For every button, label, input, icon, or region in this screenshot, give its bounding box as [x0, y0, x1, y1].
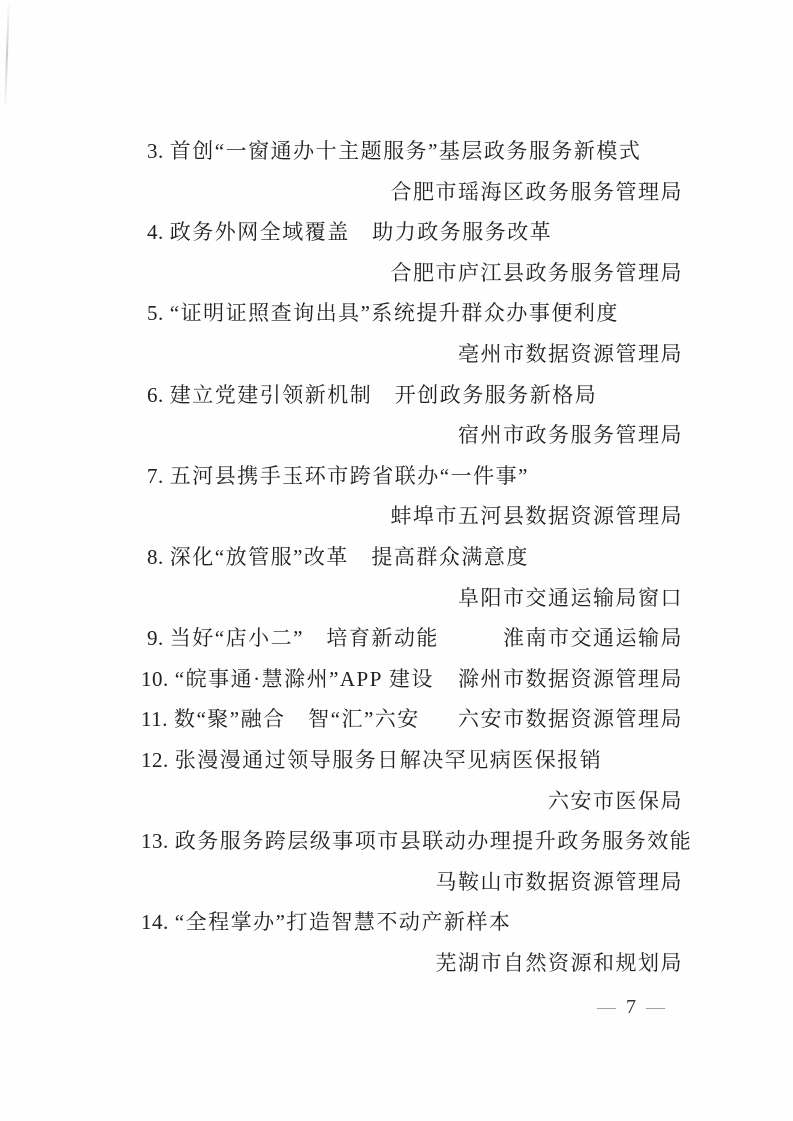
list-item: [0, 699, 793, 740]
entry-title-line: [0, 375, 793, 416]
entry-org-line: [0, 172, 793, 213]
entry-org: 宿州市政务服务管理局: [458, 423, 683, 448]
entry-org: 合肥市庐江县政务服务管理局: [390, 260, 683, 285]
entry-number: 3.: [147, 139, 164, 163]
entry-title: 政务服务跨层级事项市县联动办理提升政务服务效能: [174, 829, 693, 854]
entry-org-line: [0, 334, 793, 375]
entry-number: 9.: [147, 626, 164, 651]
entry-number: 14.: [141, 910, 169, 935]
entry-title-line: [0, 659, 793, 700]
page-number-left-dash: —: [597, 996, 617, 1018]
list-item: [0, 821, 793, 902]
entry-title-line: [0, 131, 793, 172]
entry-number: 11.: [141, 707, 168, 732]
entry-org-line: [0, 253, 793, 294]
entry-number: 7.: [147, 463, 164, 488]
entry-title: “皖事通·慧滁州”APP 建设: [174, 666, 434, 691]
entry-title-line: [0, 740, 793, 781]
entry-title: “证明证照查询出具”系统提升群众办事便利度: [169, 301, 619, 326]
entry-number: 10.: [141, 666, 169, 691]
entry-title: 政务外网全域覆盖 助力政务服务改革: [169, 220, 553, 245]
entry-title-line: [0, 293, 793, 334]
entry-org: 淮南市交通运输局: [503, 626, 683, 651]
entry-title-line: [0, 537, 793, 578]
entry-org: 合肥市瑶海区政务服务管理局: [390, 179, 683, 204]
entry-title: 张漫漫通过领导服务日解决罕见病医保报销: [174, 747, 603, 772]
list-item: [0, 537, 793, 618]
list-item: [0, 659, 793, 700]
entry-title: “全程掌办”打造智慧不动产新样本: [174, 910, 512, 935]
list-item: [0, 375, 793, 456]
entry-title: 建立党建引领新机制 开创政务服务新格局: [169, 382, 598, 407]
entry-org: 蚌埠市五河县数据资源管理局: [390, 504, 683, 529]
entry-org-line: [0, 415, 793, 456]
entry-number: 12.: [141, 747, 169, 772]
entry-title-line: [0, 212, 793, 253]
entry-title-line: [0, 699, 793, 740]
entry-org-line: [0, 862, 793, 903]
entry-org: 六安市数据资源管理局: [458, 707, 683, 732]
entry-number: 5.: [147, 301, 164, 326]
page-number-value: 7: [626, 996, 637, 1018]
entry-title: 五河县携手玉环市跨省联办“一件事”: [169, 463, 529, 488]
list-item: [0, 131, 793, 212]
list-item: [0, 212, 793, 293]
entry-org: 阜阳市交通运输局窗口: [458, 585, 683, 610]
entry-org: 马鞍山市数据资源管理局: [435, 869, 683, 894]
page-number: [588, 996, 675, 1019]
entry-title: 深化“放管服”改革 提高群众满意度: [169, 544, 529, 569]
entry-title: 当好“店小二” 培育新动能: [169, 626, 439, 651]
entry-title-line: [0, 618, 793, 659]
list-item: [0, 902, 793, 983]
entry-number: 6.: [147, 382, 164, 407]
list-item: [0, 456, 793, 537]
entry-org-line: [0, 578, 793, 619]
entry-title-line: [0, 456, 793, 497]
entry-number: 8.: [147, 544, 164, 569]
entries-list: [0, 131, 793, 983]
entry-title: 数“聚”融合 智“汇”六安: [173, 707, 420, 732]
entry-title-line: [0, 821, 793, 862]
entry-org-line: [0, 781, 793, 822]
entry-org-line: [0, 496, 793, 537]
entry-org: 六安市医保局: [548, 788, 683, 813]
list-item: [0, 618, 793, 659]
page-number-right-dash: —: [646, 996, 666, 1018]
list-item: [0, 740, 793, 821]
entry-number: 4.: [147, 220, 164, 245]
list-item: [0, 293, 793, 374]
entry-org: 亳州市数据资源管理局: [458, 341, 683, 366]
entry-title: 首创“一窗通办十主题服务”基层政务服务新模式: [169, 139, 642, 163]
entry-number: 13.: [141, 829, 169, 854]
scan-artifact-line: [4, 4, 9, 104]
entry-title-line: [0, 902, 793, 943]
entry-org: 滁州市数据资源管理局: [458, 666, 683, 691]
entry-org: 芜湖市自然资源和规划局: [435, 950, 683, 975]
entry-org-line: [0, 943, 793, 984]
